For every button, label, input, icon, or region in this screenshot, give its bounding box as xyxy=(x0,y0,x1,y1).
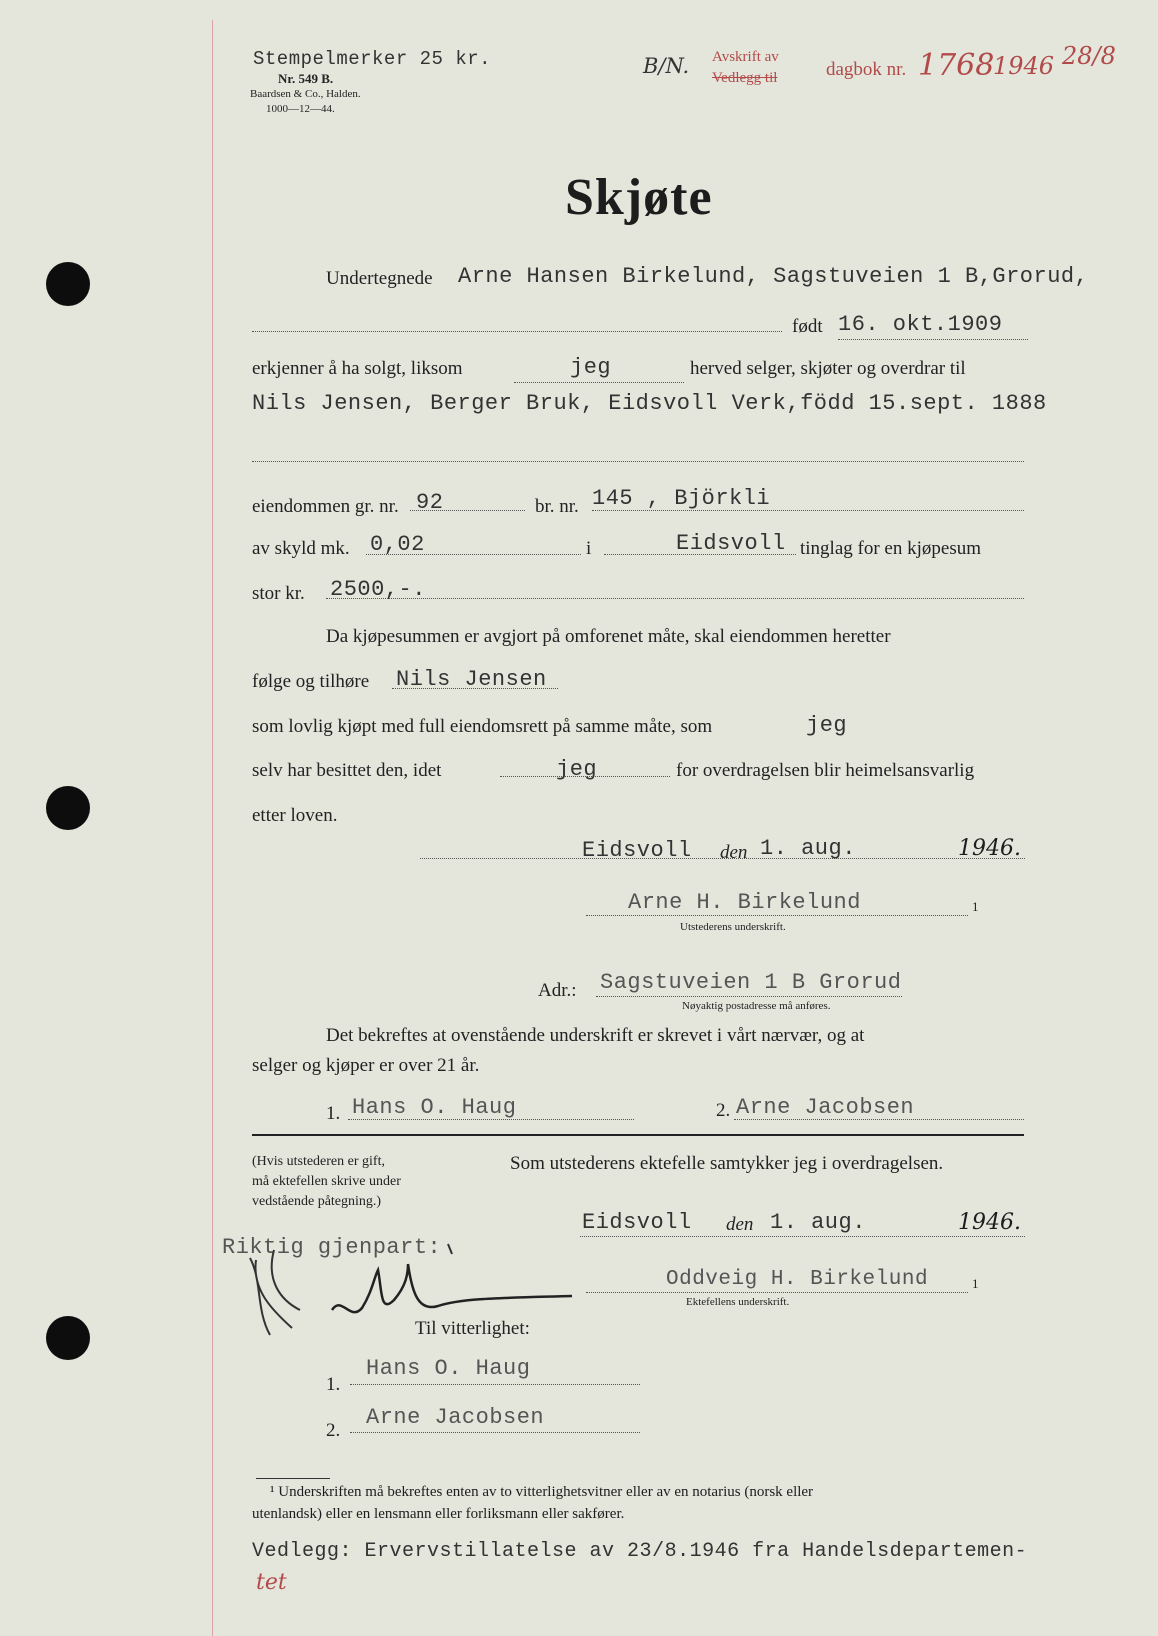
bn-mark: B/N. xyxy=(643,54,690,78)
dotted-line xyxy=(586,915,968,916)
i-label: i xyxy=(586,538,592,559)
spouse-place: Eidsvoll xyxy=(582,1210,692,1235)
footnote-line-2: utenlandsk) eller en lensmann eller forliksmann eller sakfører. xyxy=(252,1506,625,1522)
dotted-line xyxy=(586,1292,968,1293)
copy-witness-1-name: Hans O. Haug xyxy=(366,1356,531,1381)
signing-place: Eidsvoll xyxy=(582,838,692,863)
spouse-note-1: (Hvis utstederen er gift, xyxy=(252,1154,385,1169)
address-value: Sagstuveien 1 B Grorud xyxy=(600,970,902,995)
gnr-label: eiendommen gr. nr. xyxy=(252,496,399,517)
footnote-line-1: ¹ Underskriften må bekreftes enten av to vitterlighetsvitner eller av en notarius (norsk eller xyxy=(270,1484,814,1500)
punch-hole xyxy=(46,262,90,306)
til-vitterlighet: Til vitterlighet: xyxy=(415,1318,530,1339)
transfer-end: herved selger, skjøter og overdrar til xyxy=(690,358,966,379)
spouse-year: 1946. xyxy=(958,1210,1021,1235)
bnr-value: 145 , Björkli xyxy=(592,486,771,511)
issuer-signature: Arne H. Birkelund xyxy=(628,890,861,915)
bnr-label: br. nr. xyxy=(535,496,579,517)
confirm-line-2: selger og kjøper er over 21 år. xyxy=(252,1055,480,1076)
body-line-2: følge og tilhøre xyxy=(252,671,370,692)
dagbok-number: 1768 xyxy=(918,48,995,83)
body-line-5: etter loven. xyxy=(252,805,338,826)
signing-date: 1. aug. xyxy=(760,836,856,861)
stor-label: stor kr. xyxy=(252,583,305,604)
address-caption: Nøyaktig postadresse må anføres. xyxy=(682,1000,831,1012)
seller-label: Undertegnede xyxy=(326,268,433,289)
born-value: 16. okt.1909 xyxy=(838,312,1003,337)
section-divider xyxy=(252,1134,1024,1136)
dotted-line xyxy=(410,510,525,511)
punch-hole xyxy=(46,786,90,830)
witness-1-number: 1. xyxy=(326,1103,341,1124)
dotted-line xyxy=(326,598,1024,599)
skyld-value: 0,02 xyxy=(370,532,425,557)
footnote-rule xyxy=(256,1478,330,1479)
dotted-line xyxy=(350,1384,640,1385)
dotted-line xyxy=(596,996,902,997)
buyer-value: Nils Jensen, Berger Bruk, Eidsvoll Verk,född 15.sept. 1888 xyxy=(252,391,1047,416)
signing-den: den xyxy=(720,842,748,863)
price-value: 2500,-. xyxy=(330,577,426,602)
dotted-line xyxy=(514,382,684,383)
form-number: Nr. 549 B. xyxy=(278,71,334,86)
address-label: Adr.: xyxy=(538,980,577,1001)
born-label: født xyxy=(792,316,823,337)
skyld-label: av skyld mk. xyxy=(252,538,350,559)
dotted-line xyxy=(366,554,581,555)
district-value: Eidsvoll xyxy=(676,531,786,556)
spouse-note-3: vedstående påtegning.) xyxy=(252,1194,382,1209)
seller-value: Arne Hansen Birkelund, Sagstuveien 1 B,Grorud, xyxy=(458,264,1089,289)
dotted-line xyxy=(592,510,1024,511)
footnote-marker: 1 xyxy=(972,899,979,914)
body-line-3-value: jeg xyxy=(806,713,848,738)
witness-2-name: Arne Jacobsen xyxy=(736,1095,915,1120)
dotted-line xyxy=(252,461,1024,462)
margin-rule xyxy=(212,20,213,1636)
tinglag-label: tinglag for en kjøpesum xyxy=(800,538,981,559)
body-line-4-end: for overdragelsen blir heimelsansvarlig xyxy=(676,760,975,781)
witness-1-name: Hans O. Haug xyxy=(352,1095,517,1120)
spouse-consent: Som utstederens ektefelle samtykker jeg i overdragelsen. xyxy=(510,1153,944,1174)
copy-witness-1-number: 1. xyxy=(326,1374,341,1395)
copy-witness-2-number: 2. xyxy=(326,1420,341,1441)
transfer-start: erkjenner å ha solgt, liksom xyxy=(252,358,463,379)
dotted-line xyxy=(350,1432,640,1433)
vedlegg-label: Vedlegg til xyxy=(712,70,778,86)
witness-2-number: 2. xyxy=(716,1100,731,1121)
spouse-date: 1. aug. xyxy=(770,1210,866,1235)
body-line-2-value: Nils Jensen xyxy=(396,667,547,692)
signing-year: 1946. xyxy=(958,836,1021,861)
dotted-line xyxy=(838,339,1028,340)
body-line-1: Da kjøpesummen er avgjort på omforenet måte, skal eiendommen heretter xyxy=(326,626,891,647)
copy-witness-2-name: Arne Jacobsen xyxy=(366,1405,545,1430)
dotted-line xyxy=(580,1236,1025,1237)
spouse-den: den xyxy=(726,1214,754,1235)
vedlegg-line-2: tet xyxy=(256,1570,287,1595)
dotted-line xyxy=(734,1119,1024,1120)
stamp-line: Stempelmerker 25 kr. xyxy=(253,48,492,70)
body-line-4-value: jeg xyxy=(556,757,598,782)
transfer-pronoun: jeg xyxy=(570,355,612,380)
body-line-4: selv har besittet den, idet xyxy=(252,760,442,781)
document-title: Skjøte xyxy=(565,169,713,226)
riktig-gjenpart: Riktig gjenpart: xyxy=(222,1235,442,1260)
gnr-value: 92 xyxy=(416,490,444,515)
date-fraction: 28/8 xyxy=(1062,42,1116,70)
dagbok-label: dagbok nr. xyxy=(826,59,907,80)
signature-caption: Utstederens underskrift. xyxy=(680,921,786,933)
dotted-line xyxy=(392,688,558,689)
printer: Baardsen & Co., Halden. xyxy=(250,88,361,100)
avskrift-label: Avskrift av xyxy=(712,49,779,65)
spouse-footnote-marker: 1 xyxy=(972,1276,979,1291)
dotted-line xyxy=(252,331,782,332)
spouse-caption: Ektefellens underskrift. xyxy=(686,1296,790,1308)
body-line-3: som lovlig kjøpt med full eiendomsrett på samme måte, som xyxy=(252,716,713,737)
spouse-signature: Oddveig H. Birkelund xyxy=(666,1268,929,1291)
dotted-line xyxy=(348,1119,634,1120)
spouse-note-2: må ektefellen skrive under xyxy=(252,1174,401,1189)
vedlegg-line-1: Vedlegg: Ervervstillatelse av 23/8.1946 fra Handelsdepartemen- xyxy=(252,1540,1028,1563)
punch-hole xyxy=(46,1316,90,1360)
print-code: 1000—12—44. xyxy=(266,103,335,115)
confirm-line-1: Det bekreftes at ovenstående underskrift er skrevet i vårt nærvær, og at xyxy=(326,1025,865,1046)
dagbok-year: 1946 xyxy=(993,52,1055,80)
